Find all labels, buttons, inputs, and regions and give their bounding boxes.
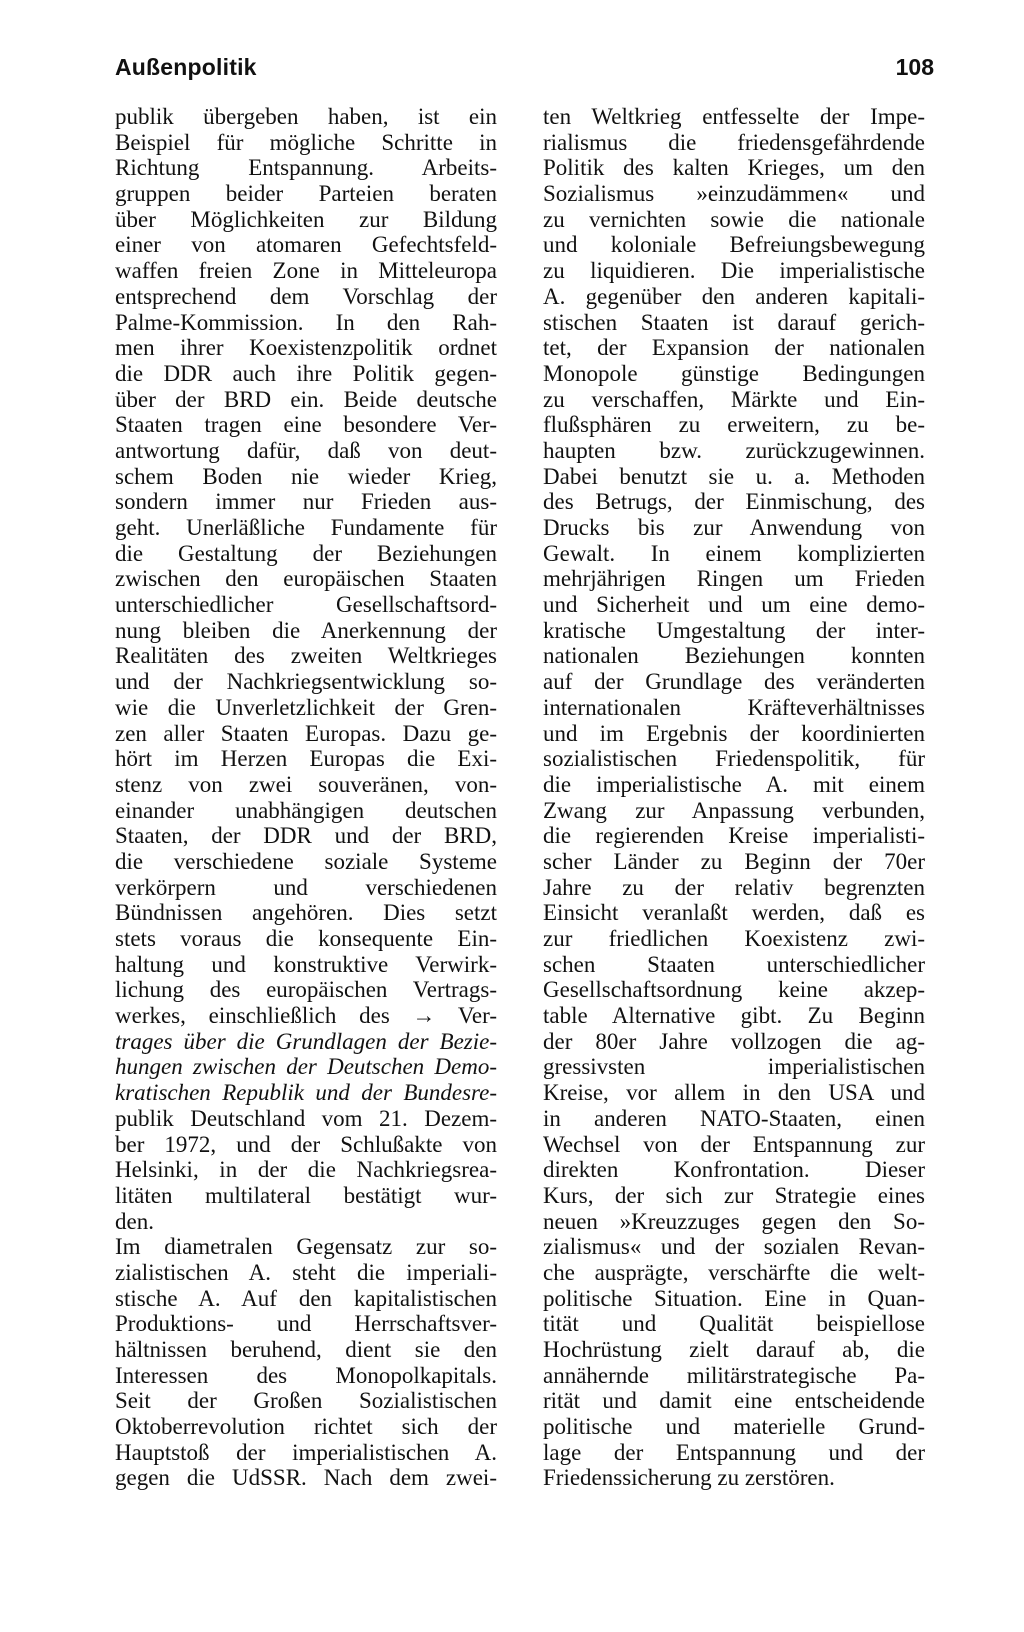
text-line: und im Ergebnis der koordinierten <box>543 720 925 746</box>
text-line: nationalen Beziehungen konnten <box>543 643 925 669</box>
text-line: des Betrugs, der Einmischung, des <box>543 489 925 515</box>
text-line: stets voraus die konsequente Ein- <box>115 926 497 951</box>
text-line-italic <box>115 1029 497 1055</box>
text-line: publik Deutschland vom 21. Dezem- <box>115 1105 497 1131</box>
text-line: haltung und konstruktive Verwirk- <box>115 951 497 977</box>
text-line: Einsicht veranlaßt werden, daß es <box>543 900 925 926</box>
text-line: Produktions- und Herrschaftsver- <box>115 1311 497 1337</box>
text-line: scher Länder zu Beginn der 70er <box>543 848 925 874</box>
text-line: Wechsel von der Entspannung zur <box>543 1131 925 1157</box>
text-line: über Möglichkeiten zur Bildung <box>115 206 497 232</box>
text-line: hältnissen beruhend, dient sie den <box>115 1337 497 1362</box>
text-line: Politik des kalten Krieges, um den <box>543 155 925 181</box>
text-line: gruppen beider Parteien beraten <box>115 181 497 207</box>
text-line: Helsinki, in der die Nachkriegsrea- <box>115 1157 497 1183</box>
text-line: Hochrüstung zielt darauf ab, die <box>543 1337 925 1362</box>
text-line: Jahre zu der relativ begrenzten <box>543 874 925 900</box>
text-line: gressivsten imperialistischen <box>543 1054 925 1080</box>
text-line: ber 1972, und der Schlußakte von <box>115 1131 497 1157</box>
cross-reference-text: kratischen Republik und der Bundesre- <box>115 1080 497 1106</box>
text-line: zialistischen A. steht die imperiali- <box>115 1259 497 1285</box>
text-line: Seit der Großen Sozialistischen <box>115 1388 497 1414</box>
cross-reference-text: hungen zwischen der Deutschen Demo- <box>115 1054 497 1080</box>
text-line: wie die Unverletzlichkeit der Gren- <box>115 694 497 720</box>
text-line: Sozialismus »einzudämmen« und <box>543 181 925 207</box>
text-line: einer von atomaren Gefechtsfeld- <box>115 232 497 258</box>
text-line: Interessen des Monopolkapitals. <box>115 1362 497 1388</box>
text-line: Richtung Entspannung. Arbeits- <box>115 155 497 181</box>
text-line: und der Nachkriegsentwicklung so- <box>115 669 497 695</box>
text-line: die verschiedene soziale Systeme <box>115 848 497 874</box>
text-line: politische Situation. Eine in Quan- <box>543 1285 925 1311</box>
text-line: Kurs, der sich zur Strategie eines <box>543 1182 925 1208</box>
text-line: Realitäten des zweiten Weltkrieges <box>115 643 497 669</box>
text-line: über der BRD ein. Beide deutsche <box>115 386 497 412</box>
text-line: der 80er Jahre vollzogen die ag- <box>543 1028 925 1054</box>
text-line: annähernde militärstrategische Pa- <box>543 1362 925 1388</box>
text-line: entsprechend dem Vorschlag der <box>115 283 497 309</box>
text-line: werkes, einschließlich des → Ver- <box>115 1003 497 1029</box>
text-line: che ausprägte, verschärfte die welt- <box>543 1259 925 1285</box>
text-line: Dabei benutzt sie u. a. Methoden <box>543 463 925 489</box>
text-line: Bündnissen angehören. Dies setzt <box>115 900 497 926</box>
text-line: stischen Staaten ist darauf gerich- <box>543 309 925 335</box>
text-line: den. <box>115 1208 154 1234</box>
text-line: die imperialistische A. mit einem <box>543 771 925 797</box>
text-line: Im diametralen Gegensatz zur so- <box>115 1234 497 1260</box>
text-line: Oktoberrevolution richtet sich der <box>115 1414 497 1440</box>
text-line: zen aller Staaten Europas. Dazu ge- <box>115 720 497 746</box>
text-line: Beispiel für mögliche Schritte in <box>115 129 497 155</box>
text-line: tität und Qualität beispiellose <box>543 1311 925 1337</box>
text-line: zur friedlichen Koexistenz zwi- <box>543 926 925 951</box>
text-line: schen Staaten unterschiedlicher <box>543 951 925 977</box>
text-line: Drucks bis zur Anwendung von <box>543 515 925 540</box>
text-column-right <box>543 104 925 1491</box>
text-line: lage der Entspannung und der <box>543 1439 925 1465</box>
text-line: stenz von zwei souveränen, von- <box>115 771 497 797</box>
text-line: auf der Grundlage des veränderten <box>543 669 925 695</box>
text-line: publik übergeben haben, ist ein <box>115 104 497 129</box>
text-line: und koloniale Befreiungsbewegung <box>543 232 925 258</box>
text-line: Zwang zur Anpassung verbunden, <box>543 797 925 823</box>
text-line: gegen die UdSSR. Nach dem zwei- <box>115 1465 497 1491</box>
text-line: Friedenssicherung zu zerstören. <box>543 1465 835 1491</box>
text-line: schem Boden nie wieder Krieg, <box>115 463 497 489</box>
text-line: sozialistischen Friedenspolitik, für <box>543 746 925 772</box>
text-line: table Alternative gibt. Zu Beginn <box>543 1003 925 1029</box>
text-line: mehrjährigen Ringen um Frieden <box>543 566 925 592</box>
text-line: rität und damit eine entscheidende <box>543 1388 925 1414</box>
cross-reference-text: trages über die Grundlagen der Bezie- <box>115 1028 497 1054</box>
text-line: ten Weltkrieg entfesselte der Impe- <box>543 104 925 129</box>
running-head <box>115 54 934 86</box>
text-line: rialismus die friedensgefährdende <box>543 129 925 155</box>
text-line: flußsphären zu erweitern, zu be- <box>543 412 925 438</box>
text-line: unterschiedlicher Gesellschaftsord- <box>115 592 497 618</box>
text-line: einander unabhängigen deutschen <box>115 797 497 823</box>
text-line: tet, der Expansion der nationalen <box>543 335 925 361</box>
text-line: die regierenden Kreise imperialisti- <box>543 823 925 849</box>
text-line: Staaten tragen eine besondere Ver- <box>115 412 497 438</box>
text-line: zwischen den europäischen Staaten <box>115 566 497 592</box>
text-line: hört im Herzen Europas die Exi- <box>115 746 497 772</box>
text-line: und Sicherheit und um eine demo- <box>543 592 925 618</box>
text-column-left <box>115 104 497 1491</box>
text-line: stische A. Auf den kapitalistischen <box>115 1285 497 1311</box>
text-line: Gewalt. In einem komplizierten <box>543 540 925 566</box>
text-line: direkten Konfrontation. Dieser <box>543 1157 925 1183</box>
text-line: politische und materielle Grund- <box>543 1414 925 1440</box>
text-line: geht. Unerläßliche Fundamente für <box>115 515 497 540</box>
text-line: men ihrer Koexistenzpolitik ordnet <box>115 335 497 361</box>
text-line: litäten multilateral bestätigt wur- <box>115 1182 497 1208</box>
text-line: zialismus« und der sozialen Revan- <box>543 1234 925 1260</box>
text-line: Monopole günstige Bedingungen <box>543 360 925 386</box>
text-line: waffen freien Zone in Mitteleuropa <box>115 258 497 284</box>
text-line: internationalen Kräfteverhältnisses <box>543 694 925 720</box>
text-line: antwortung dafür, daß von deut- <box>115 437 497 463</box>
text-line: haupten bzw. zurückzugewinnen. <box>543 437 925 463</box>
text-line: Hauptstoß der imperialistischen A. <box>115 1439 497 1465</box>
text-line-italic <box>115 1080 497 1106</box>
text-line: die DDR auch ihre Politik gegen- <box>115 360 497 386</box>
text-line: die Gestaltung der Beziehungen <box>115 540 497 566</box>
text-line: verkörpern und verschiedenen <box>115 874 497 900</box>
text-line: A. gegenüber den anderen kapitali- <box>543 283 925 309</box>
text-line: Palme-Kommission. In den Rah- <box>115 309 497 335</box>
text-line: Gesellschaftsordnung keine akzep- <box>543 977 925 1003</box>
text-line: in anderen NATO-Staaten, einen <box>543 1105 925 1131</box>
text-line: sondern immer nur Frieden aus- <box>115 489 497 515</box>
page-number: 108 <box>895 54 934 80</box>
text-line: zu vernichten sowie die nationale <box>543 206 925 232</box>
text-line: neuen »Kreuzzuges gegen den So- <box>543 1208 925 1234</box>
text-line: kratische Umgestaltung der inter- <box>543 617 925 643</box>
section-title: Außenpolitik <box>115 54 257 80</box>
text-line: zu liquidieren. Die imperialistische <box>543 258 925 284</box>
text-line: lichung des europäischen Vertrags- <box>115 977 497 1003</box>
text-line: Kreise, vor allem in den USA und <box>543 1080 925 1106</box>
text-line: Staaten, der DDR und der BRD, <box>115 823 497 849</box>
text-line: zu verschaffen, Märkte und Ein- <box>543 386 925 412</box>
text-line: nung bleiben die Anerkennung der <box>115 617 497 643</box>
text-line-italic <box>115 1054 497 1080</box>
